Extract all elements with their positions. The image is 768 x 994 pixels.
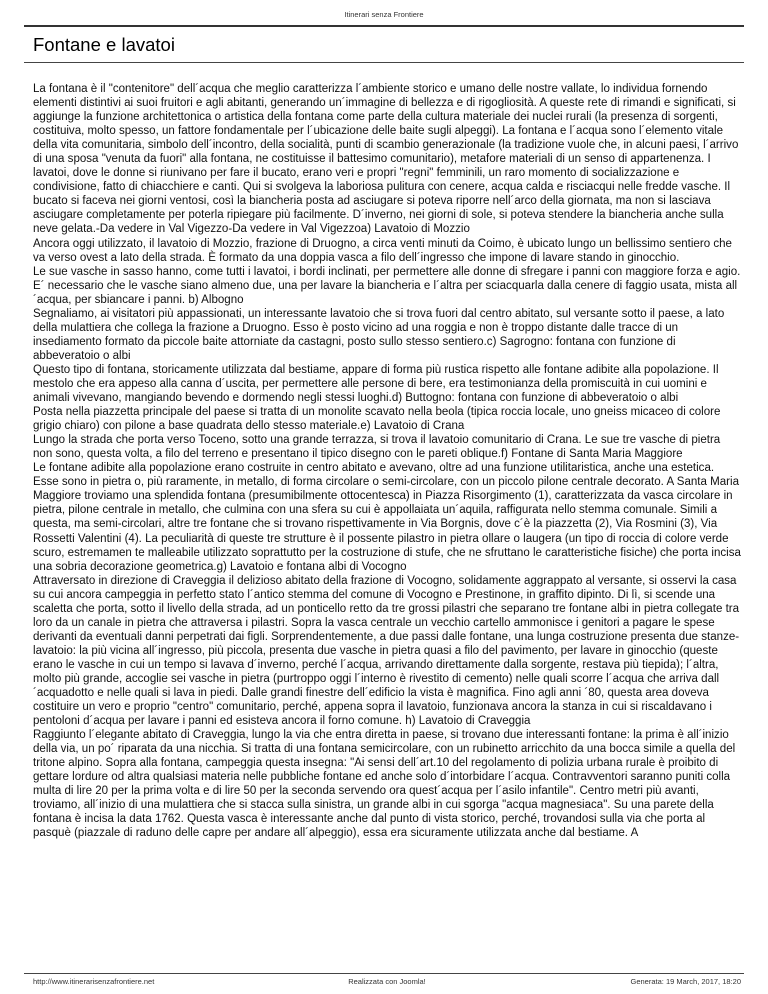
page-title: Fontane e lavatoi — [33, 34, 175, 55]
footer-generated-date: Generata: 19 March, 2017, 18:20 — [630, 977, 741, 986]
paragraph-buttogno: Posta nella piazzetta principale del paese si tratta di un monolite scavato nella beola (tipica roccia locale, uno gneiss micaceo di colore grigio chiaro) con pilone a base quadrata dello stesso materiale.e) Lavatoio di Crana — [33, 406, 721, 433]
article-body — [33, 82, 741, 969]
footer-divider — [24, 973, 744, 974]
paragraph-albogno: Segnaliamo, ai visitatori più appassionati, un interessante lavatoio che si trova fuori dal centro abitato, sul versante sotto il paese, a lato della mulattiera che collega la frazione a Druogno. Esso è posto vicino ad una roggia e non è troppo distante dalle tracce di un insediamento formato da piccole baite attorniate da castagni, posto sullo stesso sentiero.c) Sagrogno: fontana con funzione di abbeveratoio o albi — [33, 307, 725, 362]
paragraph-santa-maria-maggiore: Le fontane adibite alla popolazione erano costruite in centro abitato e avevano, oltre ad una funzione utilitaristica, anche una estetica. Esse sono in pietra o, più raramente, in metallo, di forma circolare o semi-circolare, con un piccolo pilone centrale decorato. A Santa Maria Maggiore troviamo una splendida fontana (presumibilmente ottocentesca) in Piazza Risorgimento (1), caratterizzata da vasca circolare in pietra, pilone centrale in metallo, che culmina con una sfera su cui è appollaiata un´aquila, raffigurata nello stemma comunale. Simili a questa, ma semi-circolari, altre tre fontane che si trovano rispettivamente in Via Borgnis, dove c´è la piazzetta (2), Via Rosmini (3), Via Rossetti Valentini (4). La peculiarità di queste tre strutture è il possente pilastro in pietra ollare o laugera (un tipo di roccia di colore verde scuro, estremamen te malleabile utilizzato soprattutto per la costruzione di stufe, che ne sfruttano le caratteristiche fisiche) che porta incisa una sobria decorazione geometrica.g) Lavatoio e fontana albi di Vocogno — [33, 462, 741, 573]
site-header: Itinerari senza Frontiere — [344, 10, 424, 19]
footer-credit: Realizzata con Joomla! — [348, 977, 426, 986]
paragraph-craveggia: Raggiunto l´elegante abitato di Craveggia, lungo la via che entra diretta in paese, si trovano due interessanti fontane: la prima è all´inizio della via, un po´ riparata da una nicchia. Si tratta di una fontana semicircolare, con un rubinetto arricchito da una bocca simile a quella del tritone alpino. Sopra alla fontana, campeggia questa insegna: "Ai sensi dell´art.10 del regolamento di polizia urbana rurale è proibito di gettare lordure od altra qualsiasi materia nelle pubbliche fontane ed anche solo d´intorbidare l´acqua. Contravventori saranno puniti colla multa di lire 20 per la prima volta e di lire 50 per la seconda servendo ora quest´acqua per l´asilo infantile". Centro metri più avanti, troviamo, all´inizio di una mulattiera che si stacca sulla sinistra, un grande albi in cui sgorga "acqua magnesiaca". Su una parete della fontana è incisa la data 1762. Questa vasca è interessante anche dal punto di vista storico, perché, trovandosi sulla via che porta al pasquè (piazzale di raduno delle capre per andare all´alpeggio), essa era sicuramente utilizzata anche dal bestiame. A — [33, 729, 736, 840]
paragraph-intro: La fontana è il "contenitore" dell´acqua che meglio caratterizza l´ambiente storico e umano delle nostre vallate, lo individua fornendo elementi distintivi ai suoi fruitori e agli abitanti, generando un´immagine di bellezza e di rigogliosità. A queste rete di rimandi e significati, si aggiunge la funzione architettonica o artistica della fontana come parte della cultura materiale dei nuclei rurali (la presenza di sorgenti, costituiva, molto spesso, un fattore fondamentale per l´ubicazione delle baite sugli alpeggi). La fontana e l´acqua sono l´elemento vitale della vita comunitaria, simbolo dell´incontro, della socialità, punti di scambio generazionale (la tradizione vuole che, in alcuni paesi, l´arrivo di una sposa "venuta da fuori" alla fontana, ne costituisse il battesimo comunitario), metafore materiali di un senso di appartenenza. I lavatoi, dove le donne si riunivano per fare il bucato, erano veri e propri "regni" femminili, un raro momento di socializzazione e condivisione, fatto di chiacchiere e canti. Qui si svolgeva la laboriosa pulitura con cenere, acqua calda e risciacqui nelle fredde vasche. Il bucato si faceva nei giorni ventosi, così la biancheria posta ad asciugare si poteva riporre nell´arco della giornata, ma non si lasciava asciugare completamente per poterla ripiegare più facilmente. D´inverno, nei giorni di sole, si poteva stendere la biancheria anche sulla neve gelata.-Da vedere in Val Vigezzo-Da vedere in Val Vigezzoa) Lavatoio di Mozzio — [33, 83, 739, 236]
paragraph-vasche: Le sue vasche in sasso hanno, come tutti i lavatoi, i bordi inclinati, per permettere alle donne di sfregare i panni con maggiore forza e agio. E´ necessario che le vasche siano almeno due, una per lavare la biancheria e l´altra per sciacquarla dalla cenere di faggio usata, mista all´acqua, per sbiancare i panni. b) Albogno — [33, 265, 741, 306]
paragraph-sagrogno: Questo tipo di fontana, storicamente utilizzata dal bestiame, appare di forma più rustica rispetto alle fontane adibite alla popolazione. Il mestolo che era appeso alla canna d´uscita, per permettere alle persone di bere, era testimonianza della promiscuità in cui uomini e animali vivevano, mangiando bevendo e dormendo negli stessi luoghi.d) Buttogno: fontana con funzione di abbeveratoio o albi — [33, 363, 719, 405]
paragraph-mozzio: Ancora oggi utilizzato, il lavatoio di Mozzio, frazione di Druogno, a circa venti minuti da Coimo, è ubicato lungo un bellissimo sentiero che va verso ovest a lato della strada. È formato da una doppia vasca a filo dell´ingresso che impone di lavare stando in ginocchio. — [33, 237, 732, 264]
paragraph-crana: Lungo la strada che porta verso Toceno, sotto una grande terrazza, si trova il lavatoio comunitario di Crana. Le sue tre vasche di pietra non sono, questa volta, a filo del terreno e presentano il tipico disegno con le pareti oblique.f) Fontane di Santa Maria Maggiore — [33, 434, 721, 461]
header-divider — [24, 25, 744, 27]
footer-url: http://www.itinerarisenzafrontiere.net — [33, 977, 155, 986]
title-divider — [24, 62, 744, 63]
paragraph-vocogno: Attraversato in direzione di Craveggia il delizioso abitato della frazione di Vocogno, solidamente aggrappato al versante, si osservi la casa su cui ancora campeggia in perfetto stato l´antico stemma del comune di Vocogno e Prestinone, in graffito dipinto. Di lì, si scende una scaletta che porta, sotto il livello della strada, ad un ponticello retto da tre grossi pilastri che separano tre fontane albi in pietra collegate tra loro da un canale in pietra che attraversa i pilastri. Sopra la vasca centrale un vecchio cartello ammonisce i genitori a pagare le spese derivanti da eventuali danni perpetrati dai figli. Sorprendentemente, a due passi dalle fontane, una lunga costruzione presenta due stanze-lavatoio: la più vicina all´ingresso, più piccola, presenta due vasche in pietra quasi a filo del pavimento, per lavare in ginocchio (queste erano le vasche in cui un tempo si lavava d´inverno, perché l´acqua, arrivando direttamente dalla sorgente, restava più tiepida); l´altra, molto più grande, accoglie sei vasche in pietra (purtroppo oggi l´interno è rivestito di cemento) nelle quali scorre l´acqua che arriva dall´acquadotto e nelle quali si lava in piedi. Dalle grandi finestre dell´edificio la vista è magnifica. Fino agli anni ´80, questa area doveva costituire un vero e proprio "centro" comunitario, perché, appena sopra il lavatoio, funzionava ancora la stanza in cui si riscaldavano i pentoloni d´acqua per lavare i panni ed esisteva ancora il forno comune. h) Lavatoio di Craveggia — [33, 574, 740, 728]
